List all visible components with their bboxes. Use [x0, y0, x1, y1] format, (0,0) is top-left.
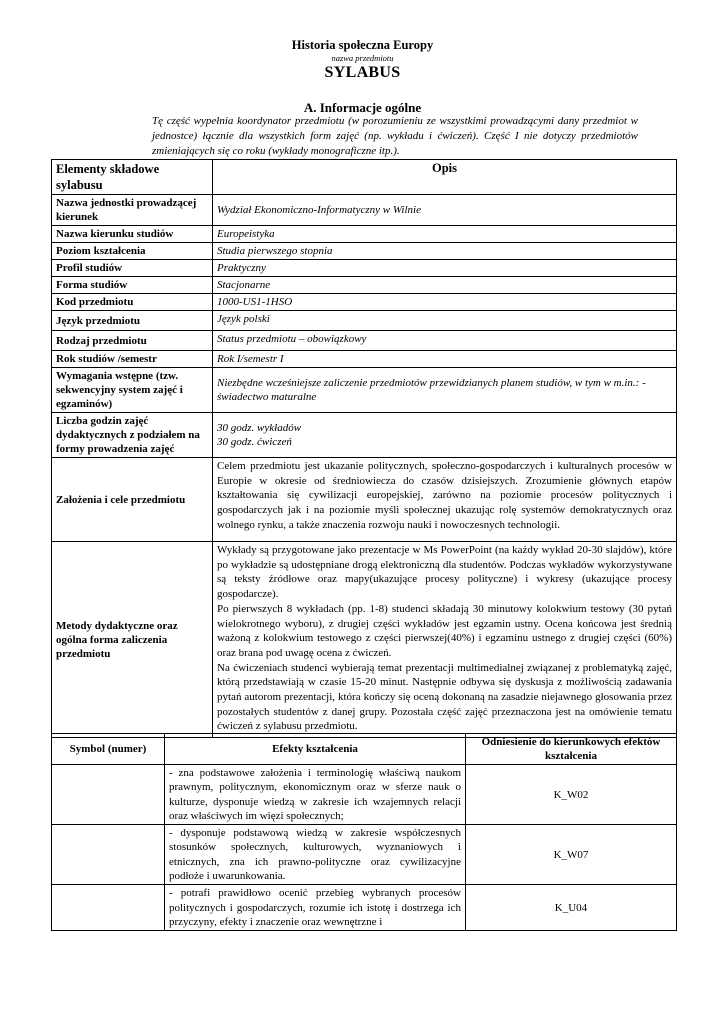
row-label: Rodzaj przedmiotu [52, 331, 213, 351]
table-row [52, 294, 677, 311]
methods-paragraph: Wykłady są przygotowane jako prezentacje w Ms PowerPoint (na każdy wykład 20-30 slajdów), które po wykładzie są udostępniane drogą elektroniczną dla studentów. Podczas wykładów wykorzystywane są teksty źródłowe oraz mapy(ukazujące procesy polityczne) i wykresy (ukazujące procesy gospodarcze). [217, 544, 672, 601]
effect-cell: - zna podstawowe założenia i terminologię właściwą naukom prawnym, politycznym, ekonomicznym oraz w sferze nauk o kulturze, dysponuje wiedzą w zakresie ich wzajemnych relacji oraz właściwych im więzi społecznych; [165, 765, 466, 825]
row-value: Status przedmiotu – obowiązkowy [213, 331, 677, 351]
row-label: Kod przedmiotu [52, 294, 213, 311]
table-row [52, 243, 677, 260]
table-row [52, 260, 677, 277]
row-label: Forma studiów [52, 277, 213, 294]
row-label: Nazwa jednostki prowadzącej kierunek [52, 195, 213, 226]
row-label: Nazwa kierunku studiów [52, 226, 213, 243]
table-row [52, 765, 677, 825]
row-label: Poziom kształcenia [52, 243, 213, 260]
table-row [52, 885, 677, 931]
column-header-symbol: Symbol (numer) [52, 734, 165, 765]
row-value: Studia pierwszego stopnia [213, 243, 677, 260]
reference-cell: K_W02 [466, 765, 677, 825]
symbol-cell [52, 765, 165, 825]
table-row [52, 331, 677, 351]
methods-paragraph: Po pierwszych 8 wykładach (pp. 1-8) studenci składają 30 minutowy kolokwium testowy (30 pytań wielokrotnego wyboru), z drugiej części wykładów jest egzamin ustny. Ocena końcowa jest średnią ważoną z kolokwium testowego z części pierwszej(40%) i egzaminu ustnego z drugiej części (60%) oraz brana pod uwagę ocena z ćwiczeń. [217, 602, 672, 659]
table-row [52, 226, 677, 243]
row-label: Profil studiów [52, 260, 213, 277]
row-value: Język polski [213, 311, 677, 331]
reference-cell: K_U04 [466, 885, 677, 931]
reference-cell: K_W07 [466, 825, 677, 885]
row-label: Język przedmiotu [52, 311, 213, 331]
table-row [52, 351, 677, 368]
row-label: Liczba godzin zajęć dydaktycznych z podziałem na formy prowadzenia zajęć [52, 413, 213, 458]
row-value [213, 413, 677, 458]
table-row [52, 825, 677, 885]
table-row [52, 542, 677, 738]
column-header-reference: Odniesienie do kierunkowych efektów kształcenia [466, 734, 677, 765]
row-label: Metody dydaktyczne oraz ogólna forma zaliczenia przedmiotu [52, 542, 213, 738]
document-title: SYLABUS [324, 64, 401, 81]
table-row [52, 458, 677, 542]
row-label: Założenia i cele przedmiotu [52, 458, 213, 542]
learning-outcomes-table [51, 733, 677, 931]
row-value [213, 542, 677, 738]
table-row [52, 368, 677, 413]
table-header-row [52, 734, 677, 765]
symbol-cell [52, 885, 165, 931]
subject-title: Historia społeczna Europy [291, 38, 434, 52]
table-header-row [52, 160, 677, 195]
row-value: Rok I/semestr I [213, 351, 677, 368]
table-row [52, 277, 677, 294]
column-header-elements: Elementy składowe sylabusu [52, 160, 213, 195]
exercise-hours: 30 godz. ćwiczeń [217, 436, 292, 448]
table-row [52, 195, 677, 226]
row-value: Europeistyka [213, 226, 677, 243]
row-value: 1000-US1-1HSO [213, 294, 677, 311]
table-row [52, 413, 677, 458]
column-header-effects: Efekty kształcenia [165, 734, 466, 765]
methods-paragraph: Na ćwiczeniach studenci wybierają temat prezentacji multimedialnej związanej z problematyką zajęć, którą przedstawiają w czasie 15-20 minut. Następnie odbywa się dyskusja z możliwością zadawania pytań autorom prezentacji, która kończy się oceną dokonaną na zasadzie niejawnego głosowania przez pozostałych studentów z danej grupy. Pozostała część zajęć przeznaczona jest na omówienie tematu ćwiczeń z sylabusu przedmiotu. [217, 661, 672, 733]
row-value: Niezbędne wcześniejsze zaliczenie przedmiotów przewidzianych planem studiów, w tym w m.in.: - świadectwo maturalne [213, 368, 677, 413]
row-value: Stacjonarne [213, 277, 677, 294]
row-value: Praktyczny [213, 260, 677, 277]
row-value: Wydział Ekonomiczno-Informatyczny w Wilnie [213, 195, 677, 226]
column-header-description: Opis [213, 160, 677, 195]
general-info-table [51, 159, 677, 738]
table-row [52, 311, 677, 331]
symbol-cell [52, 825, 165, 885]
lecture-hours: 30 godz. wykładów [217, 422, 302, 434]
subject-caption: nazwa przedmiotu [331, 53, 394, 63]
row-value: Celem przedmiotu jest ukazanie politycznych, społeczno-gospodarczych i kulturalnych procesów w Europie w okresie od średniowiecza do czasów dzisiejszych. Zrozumienie głównych etapów kształtowania się cywilizacji europejskiej, zarówno na poziomie procesów politycznych i gospodarczych jak i na poziomie myśli społecznej ukazując rolę systemów demokratycznych oraz wolnego rynku, a także znaczenia rozwoju nauki i nowoczesnych technologii. [213, 458, 677, 542]
effect-cell: - dysponuje podstawową wiedzą w zakresie współczesnych stosunków społecznych, kulturowych, wyznaniowych i etnicznych, zna ich prawno-polityczne oraz cywilizacyjne podłoże i uwarunkowania. [165, 825, 466, 885]
intro-note: Tę część wypełnia koordynator przedmiotu (w porozumieniu ze wszystkimi prowadzącymi dany przedmiot w jednostce) łącznie dla wszystkich form zajęć (np. wykładu i ćwiczeń). Część I nie dotyczy przedmiotów zmieniających się co roku (wykłady monograficzne itp.). [152, 115, 638, 157]
row-label: Rok studiów /semestr [52, 351, 213, 368]
row-label: Wymagania wstępne (tzw. sekwencyjny system zajęć i egzaminów) [52, 368, 213, 413]
section-heading: A. Informacje ogólne [303, 100, 422, 115]
effect-cell: - potrafi prawidłowo ocenić przebieg wybranych procesów politycznych i gospodarczych, rozumie ich istotę i dostrzega ich przyczyny, efekty i znaczenie oraz wewnętrzne i [165, 885, 466, 931]
